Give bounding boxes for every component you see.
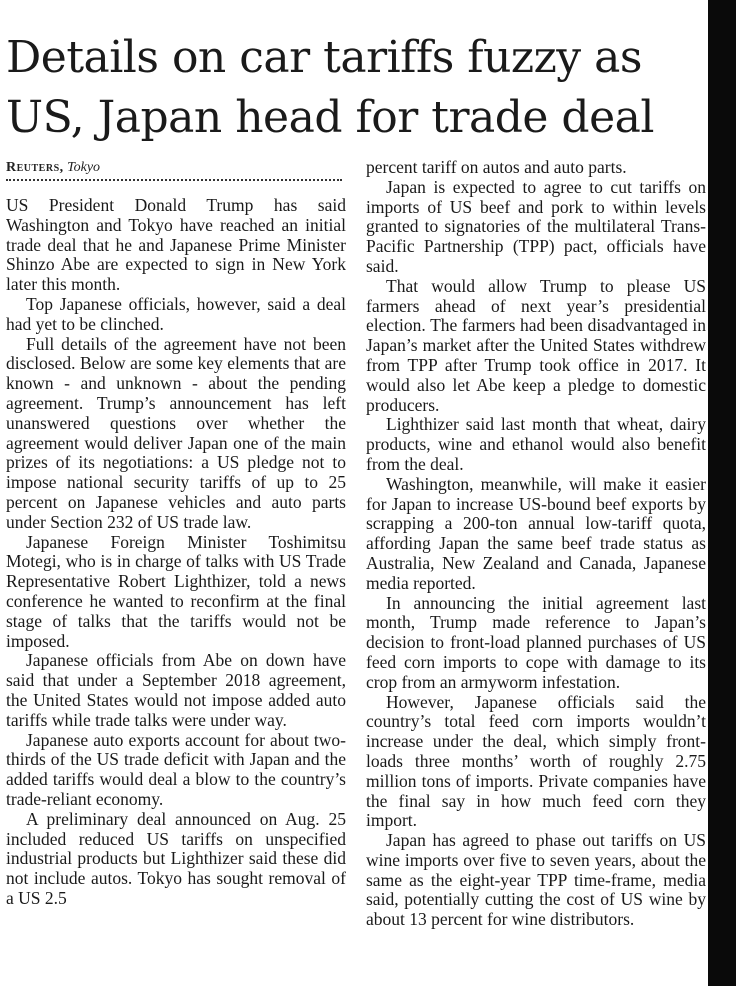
byline bbox=[6, 160, 100, 176]
paragraph: Japanese officials from Abe on down have said that under a September 2018 agreement, the United States would not impose added auto tariffs while trade talks were under way. bbox=[6, 650, 346, 730]
byline-city: Tokyo bbox=[67, 160, 101, 175]
paragraph: Japan has agreed to phase out tariffs on US wine imports over five to seven years, about the same as the eight-year TPP time-frame, media said, potentially cutting the cost of US wine by about 13 percent for wine distributors. bbox=[366, 830, 706, 930]
paragraph: That would allow Trump to please US farmers ahead of next year’s presidential election. The farmers had been disadvantaged in Japan’s market after the United States withdrew from TPP after Trump took office in 2017. It would also let Abe keep a pledge to domestic producers. bbox=[366, 275, 706, 415]
paragraph: In announcing the initial agreement last month, Trump made reference to Japan’s decision to front-load planned purchases of US feed corn imports to cope with damage to its crop from an armyworm infestation. bbox=[366, 592, 706, 692]
paragraph: However, Japanese officials said the country’s total feed corn imports wouldn’t increase under the deal, which simply front-loads three months’ worth of roughly 2.75 million tons of imports. Private companies have the final say in how much feed corn they import. bbox=[366, 691, 706, 831]
paragraph: Lighthizer said last month that wheat, dairy products, wine and ethanol would also benefit from the deal. bbox=[366, 414, 706, 474]
paragraph: Japanese Foreign Minister Toshimitsu Motegi, who is in charge of talks with US Trade Representative Robert Lighthizer, told a news conference he wanted to reconfirm at the final stage of talks that the tariffs would not be imposed. bbox=[6, 531, 346, 651]
paragraph-continuation: percent tariff on autos and auto parts. bbox=[366, 157, 627, 177]
paragraph: Washington, meanwhile, will make it easier for Japan to increase US-bound beef exports by scrapping a 200-ton annual low-tariff quota, affording Japan the same beef trade status as Australia, New Zealand and Canada, Japanese media reported. bbox=[366, 473, 706, 593]
article-column-right bbox=[366, 158, 706, 930]
article-column-left bbox=[6, 196, 346, 909]
paragraph: A preliminary deal announced on Aug. 25 included reduced US tariffs on unspecified industrial products but Lighthizer said these did not include autos. Tokyo has sought removal of a US 2.5 bbox=[6, 808, 346, 908]
page-edge-shadow bbox=[708, 0, 736, 986]
headline bbox=[6, 28, 706, 148]
headline-line-1: Details on car tariffs fuzzy as bbox=[6, 32, 642, 83]
byline-agency: Reuters, bbox=[6, 160, 64, 175]
headline-line-2: US, Japan head for trade deal bbox=[6, 92, 654, 143]
paragraph: Japanese auto exports account for about two-thirds of the US trade deficit with Japan and the added tariffs would deal a blow to the country’s trade-reliant economy. bbox=[6, 729, 346, 809]
dotted-rule bbox=[6, 177, 342, 181]
paragraph: Japan is expected to agree to cut tariffs on imports of US beef and pork to within levels granted to signatories of the multilateral Trans-Pacific Partnership (TPP) pact, officials have said. bbox=[366, 176, 706, 276]
paragraph: Top Japanese officials, however, said a deal had yet to be clinched. bbox=[6, 293, 346, 334]
paragraph: US President Donald Trump has said Washington and Tokyo have reached an initial trade deal that he and Japanese Prime Minister Shinzo Abe are expected to sign in New York later this month. bbox=[6, 195, 346, 295]
paragraph: Full details of the agreement have not been disclosed. Below are some key elements that are known - and unknown - about the pending agreement. Trump’s announcement has left unanswered questions over whether the agreement would deliver Japan one of the main prizes of its negotiations: a US pledge not to impose national security tariffs of up to 25 percent on Japanese vehicles and auto parts under Section 232 of US trade law. bbox=[6, 333, 346, 532]
